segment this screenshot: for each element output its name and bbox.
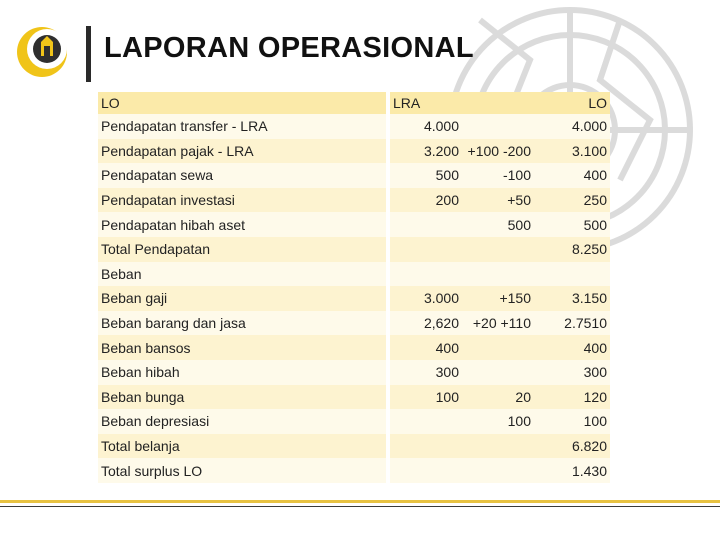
table-row: [98, 434, 610, 459]
table-row: [98, 311, 610, 336]
row-lra-value: [390, 409, 462, 434]
table-header-row: [98, 92, 610, 114]
row-label: Beban gaji: [98, 286, 386, 311]
row-lo-value: 120: [534, 385, 610, 410]
row-adjustment-value: +50: [462, 188, 534, 213]
row-label: Total belanja: [98, 434, 386, 459]
table-row: [98, 286, 610, 311]
row-adjustment-value: [462, 458, 534, 483]
row-lo-value: 400: [534, 163, 610, 188]
row-lra-value: [390, 212, 462, 237]
row-lra-value: 100: [390, 385, 462, 410]
table-row: [98, 458, 610, 483]
row-adjustment-value: [462, 237, 534, 262]
slide-title: LAPORAN OPERASIONAL: [104, 32, 474, 64]
row-adjustment-value: 100: [462, 409, 534, 434]
header-label-lo: LO: [98, 92, 386, 114]
row-label: Beban barang dan jasa: [98, 311, 386, 336]
table-row: [98, 139, 610, 164]
row-adjustment-value: [462, 434, 534, 459]
title-accent-bar: [86, 26, 91, 82]
row-label: Beban: [98, 262, 386, 287]
row-lo-value: 400: [534, 335, 610, 360]
row-label: Pendapatan investasi: [98, 188, 386, 213]
row-lo-value: 3.150: [534, 286, 610, 311]
table-row: [98, 237, 610, 262]
row-lra-value: [390, 458, 462, 483]
row-lra-value: 2,620: [390, 311, 462, 336]
row-lo-value: 4.000: [534, 114, 610, 139]
row-lra-value: 300: [390, 360, 462, 385]
row-lo-value: 250: [534, 188, 610, 213]
row-adjustment-value: 500: [462, 212, 534, 237]
row-lra-value: 500: [390, 163, 462, 188]
row-lo-value: 500: [534, 212, 610, 237]
table-row: [98, 335, 610, 360]
row-label: Pendapatan pajak - LRA: [98, 139, 386, 164]
row-lo-value: 300: [534, 360, 610, 385]
row-lo-value: [534, 262, 610, 287]
row-adjustment-value: +20 +110: [462, 311, 534, 336]
row-label: Total surplus LO: [98, 458, 386, 483]
row-adjustment-value: +150: [462, 286, 534, 311]
row-lo-value: 3.100: [534, 139, 610, 164]
row-lo-value: 100: [534, 409, 610, 434]
row-label: Pendapatan sewa: [98, 163, 386, 188]
row-adjustment-value: [462, 114, 534, 139]
row-lra-value: [390, 262, 462, 287]
row-label: Total Pendapatan: [98, 237, 386, 262]
row-lo-value: 8.250: [534, 237, 610, 262]
table-row: [98, 262, 610, 287]
row-lo-value: 1.430: [534, 458, 610, 483]
row-lo-value: 6.820: [534, 434, 610, 459]
row-adjustment-value: [462, 262, 534, 287]
row-adjustment-value: -100: [462, 163, 534, 188]
header-label-lo-value: LO: [534, 92, 610, 114]
operational-report-table: [98, 92, 610, 483]
row-label: Pendapatan hibah aset: [98, 212, 386, 237]
row-adjustment-value: [462, 360, 534, 385]
row-label: Beban bansos: [98, 335, 386, 360]
row-adjustment-value: [462, 335, 534, 360]
header-label-lra: LRA: [390, 92, 462, 114]
row-label: Pendapatan transfer - LRA: [98, 114, 386, 139]
row-lo-value: 2.7510: [534, 311, 610, 336]
row-label: Beban depresiasi: [98, 409, 386, 434]
row-lra-value: 200: [390, 188, 462, 213]
row-adjustment-value: 20: [462, 385, 534, 410]
table-row: [98, 212, 610, 237]
row-lra-value: 400: [390, 335, 462, 360]
row-lra-value: 3.200: [390, 139, 462, 164]
row-lra-value: 4.000: [390, 114, 462, 139]
row-lra-value: 3.000: [390, 286, 462, 311]
footer-divider-line: [0, 506, 720, 507]
row-lra-value: [390, 434, 462, 459]
table-row: [98, 360, 610, 385]
table-row: [98, 188, 610, 213]
table-row: [98, 114, 610, 139]
table-row: [98, 409, 610, 434]
table-row: [98, 163, 610, 188]
row-adjustment-value: +100 -200: [462, 139, 534, 164]
row-lra-value: [390, 237, 462, 262]
row-label: Beban bunga: [98, 385, 386, 410]
footer-accent-line: [0, 500, 720, 503]
table-row: [98, 385, 610, 410]
university-logo: [14, 22, 70, 82]
header-label-adjustment: [462, 92, 534, 114]
row-label: Beban hibah: [98, 360, 386, 385]
